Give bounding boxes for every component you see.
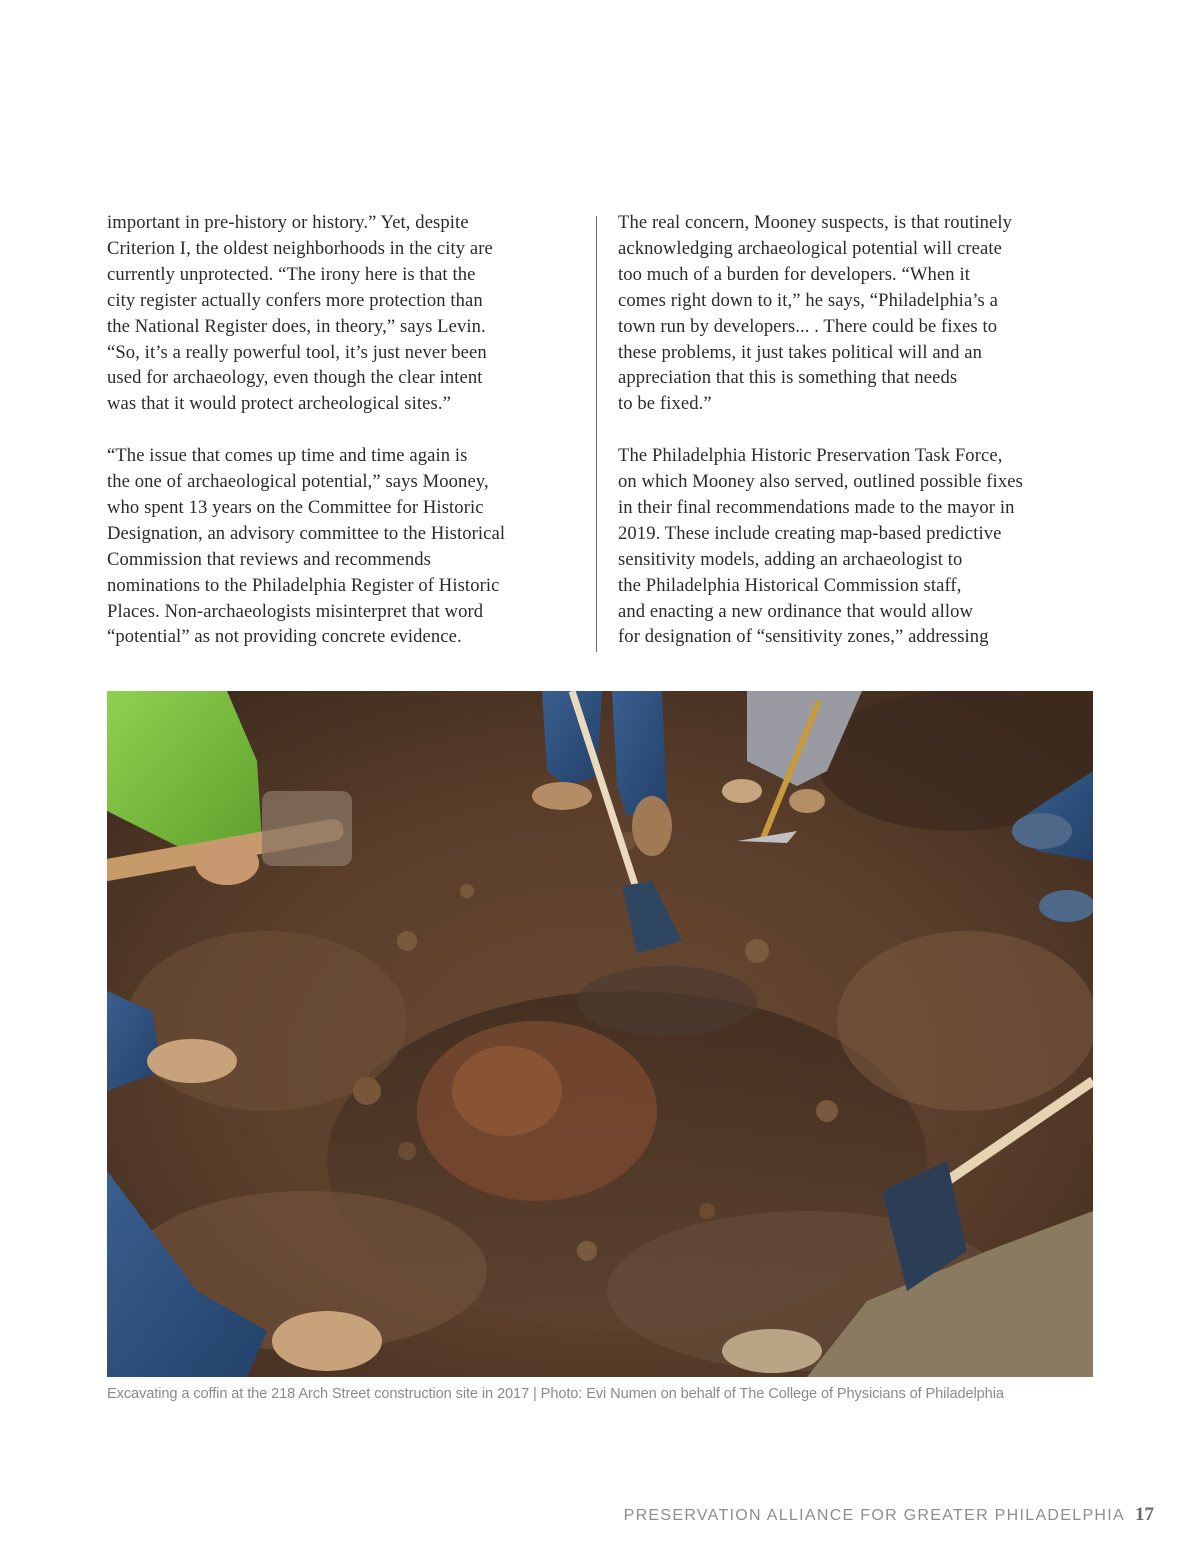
excavation-photo: [107, 691, 1093, 1377]
text-line: on which Mooney also served, outlined possible fixes: [618, 471, 1023, 493]
left-column: [107, 210, 585, 676]
text-line: who spent 13 years on the Committee for Historic: [107, 496, 484, 518]
text-line: the National Register does, in theory,” says Levin.: [107, 315, 486, 337]
text-line: for designation of “sensitivity zones,” addressing: [618, 626, 989, 648]
text-line: city register actually confers more protection than: [107, 289, 483, 311]
text-line: Criterion I, the oldest neighborhoods in the city are: [107, 237, 493, 259]
text-line: these problems, it just takes political will and an: [618, 341, 982, 363]
text-line: The Philadelphia Historic Preservation Task Force,: [618, 445, 1003, 467]
text-line: comes right down to it,” he says, “Philadelphia’s a: [618, 289, 998, 311]
text-line: appreciation that this is something that needs: [618, 367, 958, 389]
text-line: sensitivity models, adding an archaeologist to: [618, 548, 963, 570]
article-body: [107, 210, 1094, 652]
text-line: currently unprotected. “The irony here is that the: [107, 263, 476, 285]
text-line: town run by developers... . There could be fixes to: [618, 315, 998, 337]
paragraph: [618, 210, 1098, 417]
photo-caption: Excavating a coffin at the 218 Arch Street construction site in 2017 | Photo: Evi Numen on behalf of The College of Physicians of Philadelphia: [107, 1386, 1004, 1402]
text-line: Designation, an advisory committee to the Historical: [107, 522, 506, 544]
text-line: in their final recommendations made to the mayor in: [618, 496, 1015, 518]
text-line: Places. Non-archaeologists misinterpret that word: [107, 600, 484, 622]
page-number: 17: [1135, 1504, 1154, 1525]
text-line: The real concern, Mooney suspects, is that routinely: [618, 212, 1013, 233]
column-divider: [596, 216, 597, 652]
text-line: 2019. These include creating map-based predictive: [618, 522, 1002, 544]
text-line: the one of archaeological potential,” says Mooney,: [107, 471, 489, 493]
text-line: and enacting a new ordinance that would allow: [618, 600, 974, 622]
text-line: was that it would protect archeological sites.”: [107, 393, 451, 415]
text-line: the Philadelphia Historical Commission staff,: [618, 574, 962, 596]
text-line: “The issue that comes up time and time again is: [107, 445, 468, 467]
text-line: “So, it’s a really powerful tool, it’s just never been: [107, 341, 487, 363]
page-footer: [624, 1504, 1154, 1526]
text-line: “potential” as not providing concrete evidence.: [107, 626, 462, 648]
text-line: to be fixed.”: [618, 393, 712, 415]
text-line: Commission that reviews and recommends: [107, 548, 431, 570]
text-line: too much of a burden for developers. “When it: [618, 263, 970, 285]
text-line: used for archaeology, even though the clear intent: [107, 367, 483, 389]
right-column: [618, 210, 1098, 676]
text-line: important in pre-history or history.” Yet, despite: [107, 212, 469, 233]
paragraph: [107, 210, 585, 417]
text-line: acknowledging archaeological potential will create: [618, 237, 1002, 259]
publication-name: PRESERVATION ALLIANCE FOR GREATER PHILADELPHIA: [623, 1507, 1125, 1524]
text-line: nominations to the Philadelphia Register of Historic: [107, 574, 500, 596]
paragraph: [618, 443, 1098, 650]
paragraph: [107, 443, 585, 650]
